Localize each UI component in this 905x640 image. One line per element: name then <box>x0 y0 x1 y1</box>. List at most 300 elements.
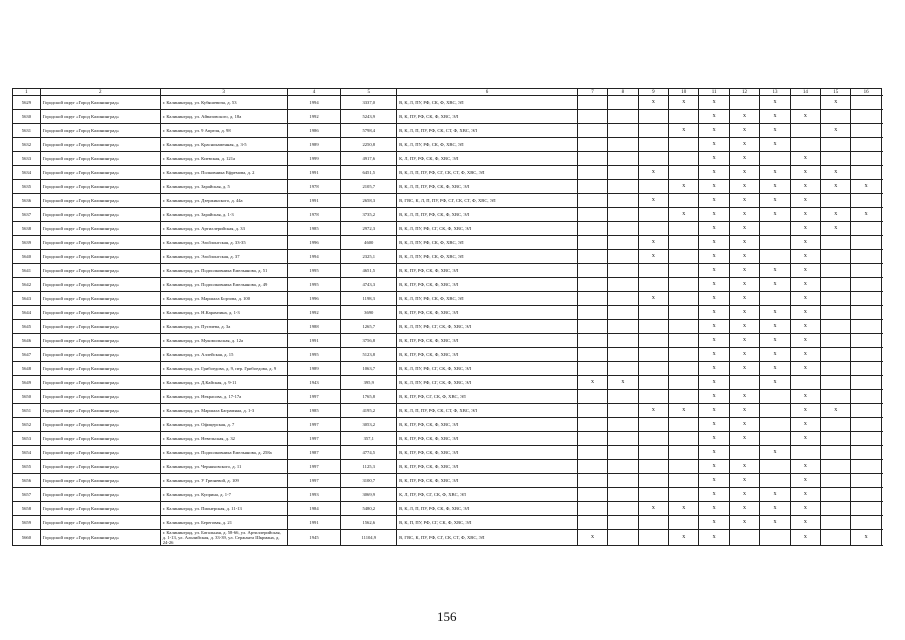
table-row <box>13 502 882 516</box>
table-row <box>13 292 882 306</box>
work-mark-cell <box>608 460 638 474</box>
work-mark-cell: x <box>790 404 820 418</box>
year-cell: 1997 <box>287 474 341 488</box>
address-cell: г. Калининград, ул. Некрасова, д. 17-17а <box>160 390 287 404</box>
work-mark-cell: x <box>699 110 729 124</box>
address-cell: г. Калининград, ул. Эльблонгская, д. 37 <box>160 250 287 264</box>
year-cell: 1991 <box>287 516 341 530</box>
works-cell: В, К, ПУ, РФ, СК, Ф, ХВС, ЭЛ <box>397 460 578 474</box>
works-cell: В, К, ПУ, РФ, СГ, СК, Ф, ХВС, ЭЛ <box>397 390 578 404</box>
year-cell: 1989 <box>287 362 341 376</box>
work-mark-cell <box>851 292 881 306</box>
work-mark-cell <box>821 306 851 320</box>
work-mark-cell <box>577 474 607 488</box>
works-cell: В, К, Л, ПУ, РФ, СГ, СК, Ф, ХВС, ЭЛ <box>397 222 578 236</box>
district-cell: Городской округ «Город Калининград» <box>40 194 160 208</box>
row-number-cell: 5648 <box>13 362 41 376</box>
year-cell: 1984 <box>287 502 341 516</box>
work-mark-cell <box>851 474 881 488</box>
row-number-cell: 5631 <box>13 124 41 138</box>
work-mark-cell <box>669 250 699 264</box>
work-mark-cell: x <box>729 334 759 348</box>
work-mark-cell: x <box>760 446 790 460</box>
works-cell: В, ГВС, К, ПУ, РФ, СГ, СК, СТ, Ф, ХВС, ЭЛ <box>397 530 578 546</box>
work-mark-cell: x <box>729 110 759 124</box>
address-cell: г. Калининград, ул. Береговая, д. 21 <box>160 516 287 530</box>
work-mark-cell: x <box>790 180 820 194</box>
work-mark-cell <box>608 138 638 152</box>
work-mark-cell <box>577 418 607 432</box>
work-mark-cell: x <box>699 208 729 222</box>
work-mark-cell <box>638 124 668 138</box>
table-row <box>13 124 882 138</box>
work-mark-cell <box>638 446 668 460</box>
work-mark-cell <box>821 264 851 278</box>
work-mark-cell: x <box>790 334 820 348</box>
address-cell: г. Калининград, ул. Зарайская, д. 5 <box>160 180 287 194</box>
work-mark-cell: x <box>699 502 729 516</box>
work-mark-cell: x <box>760 208 790 222</box>
work-mark-cell <box>608 306 638 320</box>
area-cell: 4774,5 <box>341 446 397 460</box>
district-cell: Городской округ «Город Калининград» <box>40 320 160 334</box>
address-cell: г. Калининград, ул. Краснокаменная, д. 3-5 <box>160 138 287 152</box>
work-mark-cell <box>577 502 607 516</box>
work-mark-cell <box>638 110 668 124</box>
work-mark-cell <box>608 390 638 404</box>
work-mark-cell <box>577 446 607 460</box>
work-mark-cell: x <box>699 250 729 264</box>
work-mark-cell <box>669 432 699 446</box>
works-cell: В, К, ПУ, РФ, СК, Ф, ХВС, ЭЛ <box>397 418 578 432</box>
row-number-cell: 5639 <box>13 236 41 250</box>
work-mark-cell <box>821 502 851 516</box>
work-mark-cell <box>608 320 638 334</box>
work-mark-cell <box>577 194 607 208</box>
year-cell: 1995 <box>287 264 341 278</box>
work-mark-cell <box>851 418 881 432</box>
work-mark-cell <box>790 376 820 390</box>
year-cell: 1997 <box>287 418 341 432</box>
address-cell: г. Калининград, ул. Артиллерийская, д. 33 <box>160 222 287 236</box>
work-mark-cell: x <box>638 96 668 110</box>
district-cell: Городской округ «Город Калининград» <box>40 166 160 180</box>
work-mark-cell <box>851 390 881 404</box>
address-cell: г. Калининград, ул. Куприна, д. 1-7 <box>160 488 287 502</box>
work-mark-cell <box>851 166 881 180</box>
year-cell: 1988 <box>287 320 341 334</box>
work-mark-cell <box>669 348 699 362</box>
work-mark-cell <box>577 278 607 292</box>
work-mark-cell: x <box>760 138 790 152</box>
work-mark-cell <box>760 460 790 474</box>
work-mark-cell: x <box>729 474 759 488</box>
page-number: 156 <box>437 609 457 624</box>
table-row <box>13 222 882 236</box>
works-cell: К, Л, ПУ, РФ, СГ, СК, Ф, ХВС, ЭЛ <box>397 488 578 502</box>
work-mark-cell: x <box>669 124 699 138</box>
work-mark-cell <box>577 110 607 124</box>
year-cell: 1997 <box>287 460 341 474</box>
work-mark-cell <box>638 208 668 222</box>
district-cell: Городской округ «Город Калининград» <box>40 250 160 264</box>
work-mark-cell <box>821 348 851 362</box>
work-mark-cell <box>608 474 638 488</box>
table-row <box>13 390 882 404</box>
table-row <box>13 166 882 180</box>
work-mark-cell <box>669 362 699 376</box>
work-mark-cell <box>851 502 881 516</box>
work-mark-cell: x <box>729 278 759 292</box>
work-mark-cell <box>577 390 607 404</box>
row-number-cell: 5652 <box>13 418 41 432</box>
district-cell: Городской округ «Город Калининград» <box>40 446 160 460</box>
work-mark-cell <box>669 110 699 124</box>
work-mark-cell: x <box>760 264 790 278</box>
year-cell: 1945 <box>287 530 341 546</box>
work-mark-cell: x <box>790 236 820 250</box>
work-mark-cell: x <box>790 516 820 530</box>
row-number-cell: 5634 <box>13 166 41 180</box>
work-mark-cell <box>821 236 851 250</box>
work-mark-cell <box>608 264 638 278</box>
work-mark-cell: x <box>790 530 820 546</box>
work-mark-cell: x <box>699 362 729 376</box>
work-mark-cell <box>760 236 790 250</box>
work-mark-cell: x <box>669 530 699 546</box>
work-mark-cell: x <box>790 152 820 166</box>
work-mark-cell <box>608 194 638 208</box>
work-mark-cell: x <box>760 488 790 502</box>
work-mark-cell <box>608 250 638 264</box>
district-cell: Городской округ «Город Калининград» <box>40 404 160 418</box>
area-cell: 5798,4 <box>341 124 397 138</box>
row-number-cell: 5653 <box>13 432 41 446</box>
work-mark-cell: x <box>790 278 820 292</box>
work-mark-cell <box>638 530 668 546</box>
work-mark-cell: x <box>729 180 759 194</box>
works-cell: В, К, Л, ПУ, РФ, СК, Ф, ХВС, ЭЛ <box>397 292 578 306</box>
work-mark-cell: x <box>608 376 638 390</box>
year-cell: 1997 <box>287 390 341 404</box>
work-mark-cell <box>577 362 607 376</box>
work-mark-cell <box>577 306 607 320</box>
table-row <box>13 320 882 334</box>
work-mark-cell <box>638 362 668 376</box>
work-mark-cell <box>790 138 820 152</box>
district-cell: Городской округ «Город Калининград» <box>40 236 160 250</box>
work-mark-cell: x <box>577 376 607 390</box>
work-mark-cell: x <box>760 278 790 292</box>
work-mark-cell <box>608 208 638 222</box>
work-mark-cell <box>851 432 881 446</box>
address-cell: г. Калининград, ул. Зарайская, д. 1-3 <box>160 208 287 222</box>
table-row <box>13 152 882 166</box>
district-cell: Городской округ «Город Калининград» <box>40 264 160 278</box>
work-mark-cell <box>821 446 851 460</box>
work-mark-cell <box>729 96 759 110</box>
works-cell: В, К, Л, ПУ, РФ, СГ, СК, Ф, ХВС, ЭЛ <box>397 376 578 390</box>
work-mark-cell: x <box>638 236 668 250</box>
table-row <box>13 376 882 390</box>
area-cell: 4600 <box>341 236 397 250</box>
work-mark-cell: x <box>729 208 759 222</box>
work-mark-cell: x <box>699 236 729 250</box>
work-mark-cell: x <box>699 306 729 320</box>
work-mark-cell <box>577 138 607 152</box>
work-mark-cell: x <box>699 194 729 208</box>
address-cell: г. Калининград, ул. Офицерская, д. 7 <box>160 418 287 432</box>
housing-repair-table <box>12 88 882 546</box>
work-mark-cell: x <box>851 208 881 222</box>
work-mark-cell: x <box>760 194 790 208</box>
year-cell: 1985 <box>287 222 341 236</box>
year-cell: 1993 <box>287 488 341 502</box>
work-mark-cell: x <box>729 348 759 362</box>
work-mark-cell <box>851 138 881 152</box>
work-mark-cell <box>851 278 881 292</box>
address-cell: г. Калининград, ул. Маршала Баграмяна, д. 1-3 <box>160 404 287 418</box>
district-cell: Городской округ «Город Калининград» <box>40 432 160 446</box>
work-mark-cell <box>608 166 638 180</box>
work-mark-cell <box>669 488 699 502</box>
row-number-cell: 5645 <box>13 320 41 334</box>
work-mark-cell: x <box>851 180 881 194</box>
area-cell: 3337,0 <box>341 96 397 110</box>
work-mark-cell: x <box>790 390 820 404</box>
row-number-cell: 5638 <box>13 222 41 236</box>
work-mark-cell: x <box>729 362 759 376</box>
work-mark-cell: x <box>699 222 729 236</box>
work-mark-cell <box>638 222 668 236</box>
work-mark-cell <box>760 418 790 432</box>
work-mark-cell <box>638 418 668 432</box>
district-cell: Городской округ «Город Калининград» <box>40 418 160 432</box>
work-mark-cell <box>577 152 607 166</box>
table-row <box>13 348 882 362</box>
work-mark-cell <box>577 292 607 306</box>
work-mark-cell <box>851 110 881 124</box>
work-mark-cell: x <box>790 432 820 446</box>
works-cell: В, К, Л, ПУ, РФ, СГ, СК, Ф, ХВС, ЭЛ <box>397 320 578 334</box>
works-cell: В, К, ПУ, РФ, СК, Ф, ХВС, ЭЛ <box>397 334 578 348</box>
area-cell: 4743,3 <box>341 278 397 292</box>
area-cell: 1265,7 <box>341 320 397 334</box>
district-cell: Городской округ «Город Калининград» <box>40 488 160 502</box>
work-mark-cell <box>669 418 699 432</box>
work-mark-cell <box>821 152 851 166</box>
address-cell: г. Калининград, ул. Маршала Борзова, д. 100 <box>160 292 287 306</box>
work-mark-cell <box>577 124 607 138</box>
year-cell: 1996 <box>287 236 341 250</box>
work-mark-cell: x <box>790 418 820 432</box>
area-cell: 3069,9 <box>341 488 397 502</box>
table-row <box>13 138 882 152</box>
work-mark-cell <box>608 516 638 530</box>
work-mark-cell: x <box>821 166 851 180</box>
work-mark-cell <box>577 516 607 530</box>
address-cell: г. Калининград, ул. Мукомольская, д. 12а <box>160 334 287 348</box>
work-mark-cell <box>608 446 638 460</box>
work-mark-cell: x <box>821 96 851 110</box>
work-mark-cell <box>638 516 668 530</box>
row-number-cell: 5641 <box>13 264 41 278</box>
work-mark-cell <box>669 390 699 404</box>
work-mark-cell: x <box>699 432 729 446</box>
column-header: 6 <box>397 89 578 96</box>
work-mark-cell: x <box>760 166 790 180</box>
district-cell: Городской округ «Город Калининград» <box>40 334 160 348</box>
work-mark-cell <box>638 432 668 446</box>
address-cell: г. Калининград, ул. Подполковника Емельянова, д. 49 <box>160 278 287 292</box>
work-mark-cell <box>851 264 881 278</box>
address-cell: г. Калининград, ул. Черняховского, д. 11 <box>160 460 287 474</box>
table-row <box>13 236 882 250</box>
work-mark-cell <box>851 250 881 264</box>
work-mark-cell: x <box>729 292 759 306</box>
district-cell: Городской округ «Город Калининград» <box>40 180 160 194</box>
work-mark-cell: x <box>760 306 790 320</box>
work-mark-cell: x <box>669 502 699 516</box>
area-cell: 6451,5 <box>341 166 397 180</box>
work-mark-cell: x <box>760 110 790 124</box>
work-mark-cell: x <box>729 390 759 404</box>
table-row <box>13 278 882 292</box>
year-cell: 1992 <box>287 110 341 124</box>
work-mark-cell <box>638 390 668 404</box>
work-mark-cell <box>821 320 851 334</box>
work-mark-cell <box>851 334 881 348</box>
work-mark-cell: x <box>729 320 759 334</box>
work-mark-cell <box>851 446 881 460</box>
work-mark-cell <box>577 334 607 348</box>
work-mark-cell <box>608 152 638 166</box>
work-mark-cell <box>608 404 638 418</box>
area-cell: 5480,2 <box>341 502 397 516</box>
work-mark-cell <box>638 376 668 390</box>
works-cell: К, Л, ПУ, РФ, СК, Ф, ХВС, ЭЛ <box>397 152 578 166</box>
work-mark-cell <box>577 460 607 474</box>
work-mark-cell: x <box>760 96 790 110</box>
year-cell: 1986 <box>287 124 341 138</box>
column-header: 3 <box>160 89 287 96</box>
work-mark-cell <box>821 516 851 530</box>
work-mark-cell <box>760 222 790 236</box>
work-mark-cell <box>669 222 699 236</box>
work-mark-cell: x <box>699 292 729 306</box>
year-cell: 1994 <box>287 250 341 264</box>
year-cell: 1997 <box>287 432 341 446</box>
district-cell: Городской округ «Город Калининград» <box>40 292 160 306</box>
address-cell: г. Калининград, ул. Пионерская, д. 11-13 <box>160 502 287 516</box>
work-mark-cell <box>851 96 881 110</box>
year-cell: 1978 <box>287 180 341 194</box>
area-cell: 1063,7 <box>341 362 397 376</box>
work-mark-cell <box>608 530 638 546</box>
work-mark-cell: x <box>699 152 729 166</box>
work-mark-cell: x <box>729 236 759 250</box>
row-number-cell: 5643 <box>13 292 41 306</box>
column-header: 10 <box>669 89 699 96</box>
table-row <box>13 488 882 502</box>
work-mark-cell: x <box>699 138 729 152</box>
district-cell: Городской округ «Город Калининград» <box>40 460 160 474</box>
work-mark-cell <box>638 474 668 488</box>
work-mark-cell <box>760 250 790 264</box>
district-cell: Городской округ «Город Калининград» <box>40 110 160 124</box>
works-cell: В, К, Л, ПУ, РФ, СК, Ф, ХВС, ЭЛ <box>397 250 578 264</box>
work-mark-cell <box>729 446 759 460</box>
work-mark-cell <box>729 376 759 390</box>
address-cell: г. Калининград, ул. Аллейская, д. 15 <box>160 348 287 362</box>
work-mark-cell <box>577 166 607 180</box>
area-cell: 11104,9 <box>341 530 397 546</box>
work-mark-cell: x <box>577 530 607 546</box>
works-cell: В, К, Л, ПУ, РФ, СК, Ф, ХВС, ЭЛ <box>397 96 578 110</box>
work-mark-cell <box>577 264 607 278</box>
work-mark-cell <box>577 404 607 418</box>
year-cell: 1991 <box>287 334 341 348</box>
district-cell: Городской округ «Город Калининград» <box>40 208 160 222</box>
work-mark-cell: x <box>760 376 790 390</box>
table-row <box>13 180 882 194</box>
works-cell: В, К, Л, П, ПУ, РФ, СГ, СК, СТ, Ф, ХВС, ЭЛ <box>397 166 578 180</box>
district-cell: Городской округ «Город Калининград» <box>40 138 160 152</box>
work-mark-cell <box>608 180 638 194</box>
work-mark-cell: x <box>699 96 729 110</box>
year-cell: 1994 <box>287 96 341 110</box>
work-mark-cell: x <box>729 404 759 418</box>
work-mark-cell <box>821 460 851 474</box>
work-mark-cell <box>669 334 699 348</box>
work-mark-cell: x <box>821 208 851 222</box>
works-cell: В, ГВС, К, Л, П, ПУ, РФ, СГ, СК, СТ, Ф, ХВС, ЭЛ <box>397 194 578 208</box>
work-mark-cell <box>760 530 790 546</box>
work-mark-cell: x <box>669 96 699 110</box>
area-cell: 3690 <box>341 306 397 320</box>
work-mark-cell: x <box>760 320 790 334</box>
work-mark-cell: x <box>790 488 820 502</box>
work-mark-cell <box>821 488 851 502</box>
address-cell: г. Калининград, ул. Батальная, д. 58-66, ул. Артиллерийская, д. 1-13, ул. Альпийская, д. 33-39, ул. Сержанта Шкрмана, д. 24-26 <box>160 530 287 546</box>
work-mark-cell <box>851 376 881 390</box>
work-mark-cell: x <box>729 194 759 208</box>
row-number-cell: 5650 <box>13 390 41 404</box>
work-mark-cell: x <box>790 222 820 236</box>
work-mark-cell: x <box>638 166 668 180</box>
work-mark-cell <box>638 306 668 320</box>
row-number-cell: 5651 <box>13 404 41 418</box>
area-cell: 4917,6 <box>341 152 397 166</box>
row-number-cell: 5637 <box>13 208 41 222</box>
table-row <box>13 96 882 110</box>
year-cell: 1985 <box>287 404 341 418</box>
column-header: 2 <box>40 89 160 96</box>
year-cell: 1987 <box>287 446 341 460</box>
work-mark-cell <box>760 292 790 306</box>
work-mark-cell <box>760 404 790 418</box>
work-mark-cell <box>577 180 607 194</box>
work-mark-cell <box>577 432 607 446</box>
works-cell: В, К, ПУ, РФ, СК, Ф, ХВС, ЭЛ <box>397 278 578 292</box>
works-cell: В, К, Л, П, ПУ, РФ, СК, Ф, ХВС, ЭЛ <box>397 180 578 194</box>
column-header: 7 <box>577 89 607 96</box>
work-mark-cell: x <box>790 250 820 264</box>
work-mark-cell <box>669 138 699 152</box>
work-mark-cell: x <box>851 530 881 546</box>
column-header: 15 <box>821 89 851 96</box>
work-mark-cell <box>851 460 881 474</box>
